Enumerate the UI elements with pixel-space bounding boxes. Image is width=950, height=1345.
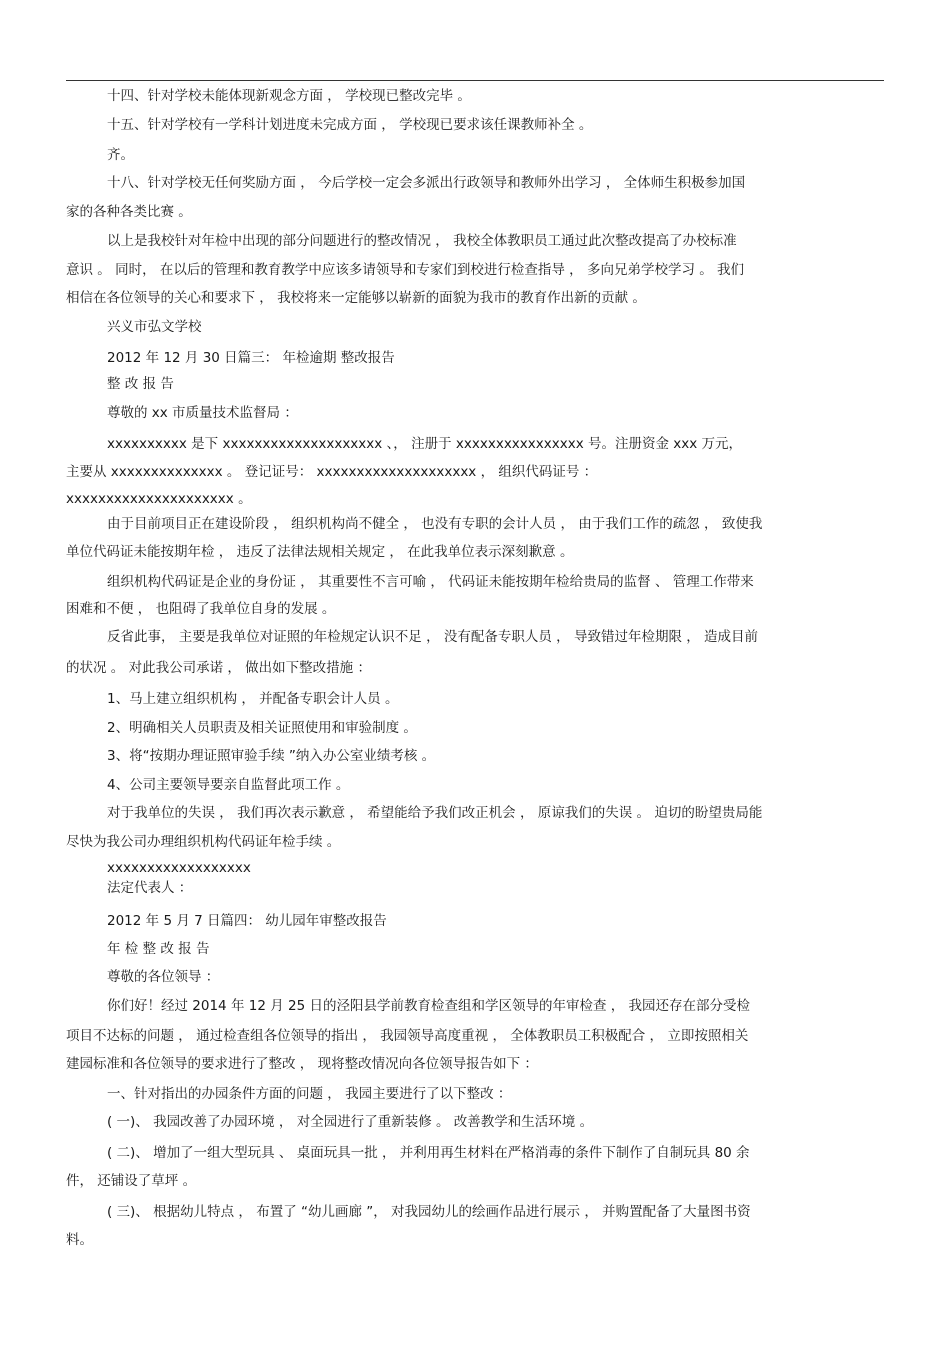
text-line: 十五、针对学校有一学科计划进度未完成方面 ， 学校现已要求该任课教师补全 。 — [107, 117, 593, 133]
text-line: 家的各种各类比赛 。 — [66, 204, 192, 220]
text-line: 3、将“按期办理证照审验手续 ”纳入办公室业绩考核 。 — [107, 748, 436, 764]
text-line: 4、公司主要领导要亲自监督此项工作 。 — [107, 777, 350, 793]
text-line: 意识 。 同时， 在以后的管理和教育教学中应该多请领导和专家们到校进行检查指导 ， 多向兄弟学校学习 。 我们 — [66, 262, 745, 278]
text-line: 2、明确相关人员职责及相关证照使用和审验制度 。 — [107, 720, 417, 736]
header-rule — [66, 80, 884, 81]
text-line: 相信在各位领导的关心和要求下 ， 我校将来一定能够以崭新的面貌为我市的教育作出新的贡献 。 — [66, 290, 646, 306]
text-line: 2012 年 5 月 7 日篇四： 幼儿园年审整改报告 — [107, 913, 387, 929]
text-line: 主要从 xxxxxxxxxxxxxx 。 登记证号： xxxxxxxxxxxxxxxxxxxx ， 组织代码证号 ： — [66, 464, 598, 480]
text-line: 困难和不便 ， 也阻碍了我单位自身的发展 。 — [66, 601, 336, 617]
text-line: 组织机构代码证是企业的身份证 ， 其重要性不言可喻 ， 代码证未能按期年检给贵局的监督 、 管理工作带来 — [107, 574, 754, 590]
text-line: 1、马上建立组织机构 ， 并配备专职会计人员 。 — [107, 691, 399, 707]
text-line: 以上是我校针对年检中出现的部分问题进行的整改情况 ， 我校全体教职员工通过此次整改提高了办校标准 — [107, 233, 737, 249]
text-line: ( 三)、 根据幼儿特点 ， 布置了 “幼儿画廊 ”， 对我园幼儿的绘画作品进行展示 ， 并购置配备了大量图书资 — [107, 1204, 751, 1220]
text-line: ( 一)、 我园改善了办园环境 ， 对全园进行了重新装修 。 改善教学和生活环境 。 — [107, 1114, 594, 1130]
text-line: ( 二)、 增加了一组大型玩具 、 桌面玩具一批 ， 并利用再生材料在严格消毒的条件下制作了自制玩具 80 余 — [107, 1145, 750, 1161]
text-line: xxxxxxxxxxxxxxxxxxxxx 。 — [66, 491, 252, 507]
text-line: 十八、针对学校无任何奖励方面 ， 今后学校一定会多派出行政领导和教师外出学习 ， 全体师生积极参加国 — [107, 175, 746, 191]
text-line: 尽快为我公司办理组织机构代码证年检手续 。 — [66, 834, 341, 850]
text-line: 料。 — [66, 1232, 93, 1248]
text-line: 一、针对指出的办园条件方面的问题 ， 我园主要进行了以下整改 ： — [107, 1086, 512, 1102]
text-line: 年 检 整 改 报 告 — [107, 941, 210, 957]
text-line: 对于我单位的失误 ， 我们再次表示歉意 ， 希望能给予我们改正机会 ， 原谅我们的失误 。 迫切的盼望贵局能 — [107, 805, 763, 821]
text-line: xxxxxxxxxxxxxxxxxx — [107, 860, 251, 876]
text-line: 法定代表人 ： — [107, 880, 193, 896]
text-line: 反省此事， 主要是我单位对证照的年检规定认识不足 ， 没有配备专职人员 ， 导致错过年检期限 ， 造成目前 — [107, 629, 759, 645]
text-line: 整 改 报 告 — [107, 376, 174, 392]
text-line: 你们好！经过 2014 年 12 月 25 日的泾阳县学前教育检查组和学区领导的年审检查 ， 我园还存在部分受检 — [107, 998, 751, 1014]
text-line: 由于目前项目正在建设阶段 ， 组织机构尚不健全 ， 也没有专职的会计人员 ， 由于我们工作的疏忽 ， 致使我 — [107, 516, 763, 532]
text-line: xxxxxxxxxx 是下 xxxxxxxxxxxxxxxxxxxx 、， 注册于 xxxxxxxxxxxxxxxx 号。注册资金 xxx 万元， — [107, 436, 743, 452]
text-line: 齐。 — [107, 147, 134, 163]
text-line: 建园标准和各位领导的要求进行了整改 ， 现将整改情况向各位领导报告如下 ： — [66, 1056, 538, 1072]
text-line: 项目不达标的问题 ， 通过检查组各位领导的指出 ， 我园领导高度重视 ， 全体教职员工积极配合 ， 立即按照相关 — [66, 1028, 749, 1044]
text-line: 2012 年 12 月 30 日篇三： 年检逾期 整改报告 — [107, 350, 395, 366]
text-line: 尊敬的各位领导 ： — [107, 969, 220, 985]
text-line: 十四、针对学校未能体现新观念方面 ， 学校现已整改完毕 。 — [107, 88, 471, 104]
text-line: 单位代码证未能按期年检 ， 违反了法律法规相关规定 ， 在此我单位表示深刻歉意 。 — [66, 544, 574, 560]
text-line: 兴义市弘文学校 — [107, 319, 202, 335]
text-line: 的状况 。 对此我公司承诺 ， 做出如下整改措施 ： — [66, 660, 371, 676]
text-line: 尊敬的 xx 市质量技术监督局 ： — [107, 405, 298, 421]
text-line: 件， 还铺设了草坪 。 — [66, 1173, 197, 1189]
